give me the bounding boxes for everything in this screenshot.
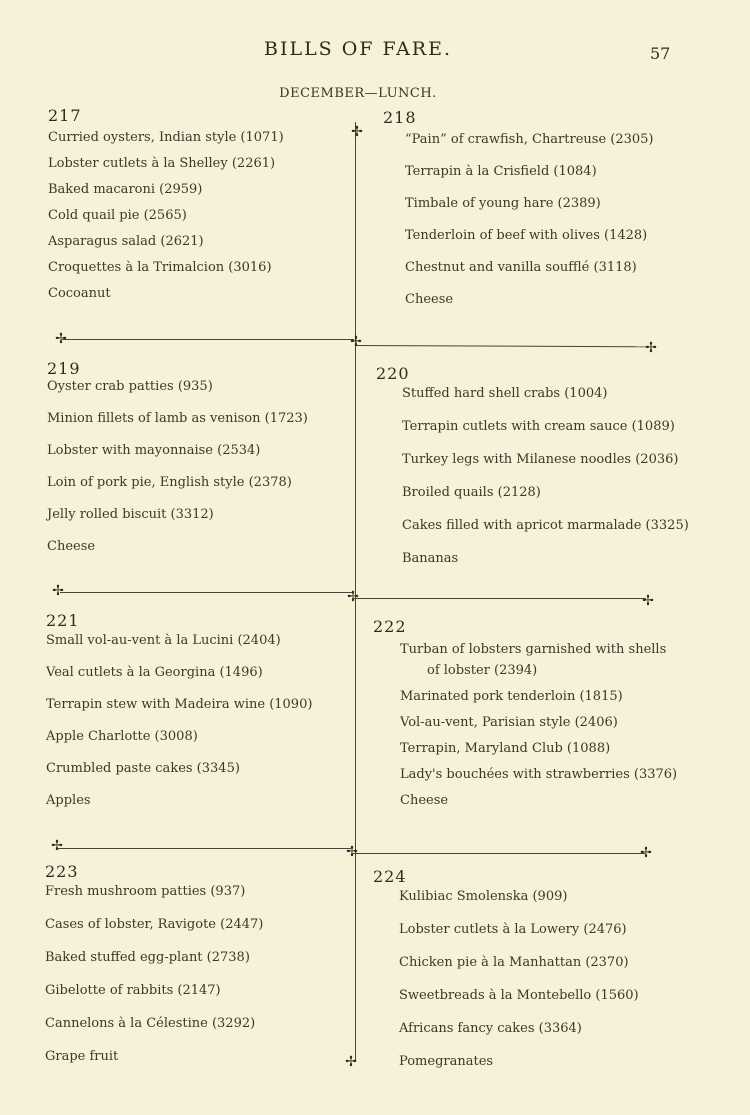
menu-item: Chestnut and vanilla soufflé (3118) [405,260,637,275]
ornament-icon: ✢ [52,583,64,599]
menu-item: Croquettes à la Trimalcion (3016) [48,260,272,275]
row-divider-2-left [60,592,352,593]
menu-item: Marinated pork tenderloin (1815) [400,689,623,704]
menu-item: Fresh mushroom patties (937) [45,884,246,899]
menu-220 [376,364,689,567]
menu-item: Curried oysters, Indian style (1071) [48,130,284,145]
row-divider-1-left [62,339,354,340]
menu-item: Lobster cutlets à la Lowery (2476) [399,922,627,937]
menu-item: Baked macaroni (2959) [48,182,203,197]
menu-item-text: Turban of lobsters garnished with shells [400,642,667,657]
menu-item: Small vol-au-vent à la Lucini (2404) [46,633,281,648]
menu-item: Terrapin à la Crisfield (1084) [405,164,597,179]
row-divider-2-right [354,598,646,599]
menu-item: Broiled quails (2128) [402,485,541,500]
menu-item: Pomegranates [399,1054,494,1069]
ornament-icon: ✢ [645,340,657,356]
ornament-icon: ✢ [346,844,358,860]
menu-item: “Pain” of crawfish, Chartreuse (2305) [405,132,654,147]
menu-item: Loin of pork pie, English style (2378) [47,475,292,490]
menu-item: Chicken pie à la Manhattan (2370) [399,955,629,970]
menu-item: Bananas [402,551,459,566]
menu-item: Oyster crab patties (935) [47,379,213,394]
menu-item: Kulibiac Smolenska (909) [399,889,568,904]
menu-item: Veal cutlets à la Georgina (1496) [46,665,263,680]
menu-number: 217 [48,106,82,125]
menu-item: Tenderloin of beef with olives (1428) [405,228,648,243]
menu-item: Terrapin cutlets with cream sauce (1089) [402,419,675,434]
page-number: 57 [650,44,671,63]
row-divider-3-left [57,848,351,849]
menu-number: 223 [45,862,79,881]
menu-number: 224 [373,867,407,886]
menu-item: Minion fillets of lamb as venison (1723) [47,411,308,426]
menu-item: Sweetbreads à la Montebello (1560) [399,988,639,1003]
menu-item: Turkey legs with Milanese noodles (2036) [402,452,679,467]
menu-number: 218 [383,108,417,127]
menu-item: Crumbled paste cakes (3345) [46,761,240,776]
menu-item: Africans fancy cakes (3364) [399,1021,582,1036]
section-subtitle: DECEMBER—LUNCH. [279,86,437,101]
menu-item: Vol-au-vent, Parisian style (2406) [400,715,618,730]
menu-223 [45,862,263,1065]
menu-item: Baked stuffed egg-plant (2738) [45,950,250,965]
menu-217 [48,106,284,302]
menu-224 [373,867,639,1070]
ornament-icon: ✢ [351,124,363,140]
row-divider-3-right [353,853,645,854]
menu-item: Cheese [47,539,96,554]
menu-number: 221 [46,611,80,630]
ornament-icon: ✢ [345,1054,357,1070]
menu-item: Stuffed hard shell crabs (1004) [402,386,608,401]
menu-item: Timbale of young hare (2389) [405,196,601,211]
ornament-icon: ✢ [51,838,63,854]
menu-item: Gibelotte of rabbits (2147) [45,983,221,998]
menu-item: Lady's bouchées with strawberries (3376) [400,767,678,782]
menu-222 [373,617,677,809]
menu-item: Cakes filled with apricot marmalade (3325) [402,518,689,533]
menu-item: Cold quail pie (2565) [48,208,187,223]
ornament-icon: ✢ [55,331,67,347]
ornament-icon: ✢ [642,593,654,609]
menu-item: Cannelons à la Célestine (3292) [45,1016,256,1031]
ornament-icon: ✢ [640,845,652,861]
page-title: BILLS OF FARE. [263,38,453,60]
menu-number: 222 [373,617,407,636]
menu-item: Asparagus salad (2621) [48,234,204,249]
menu-item: Cheese [400,793,449,808]
ornament-icon: ✢ [350,334,362,350]
menu-218 [383,108,654,308]
menu-number: 220 [376,364,410,383]
menu-item: Apples [46,793,91,808]
menu-219 [47,359,308,555]
menu-number: 219 [47,359,81,378]
menu-item: Lobster with mayonnaise (2534) [47,443,261,458]
menu-item: Terrapin stew with Madeira wine (1090) [46,697,313,712]
menu-item: Terrapin, Maryland Club (1088) [400,741,611,756]
menu-item: Lobster cutlets à la Shelley (2261) [48,156,276,171]
menu-item [400,641,677,679]
menu-item: Apple Charlotte (3008) [46,729,198,744]
menu-221 [46,611,312,809]
menu-item: Jelly rolled biscuit (3312) [47,507,214,522]
menu-item: Cocoanut [48,286,111,301]
row-divider-1-right [356,345,649,347]
ornament-icon: ✢ [347,589,359,605]
menu-item: Cases of lobster, Ravigote (2447) [45,917,264,932]
menu-item: Cheese [405,292,454,307]
menu-item-continuation: of lobster (2394) [427,663,538,678]
menu-item: Grape fruit [45,1049,119,1064]
